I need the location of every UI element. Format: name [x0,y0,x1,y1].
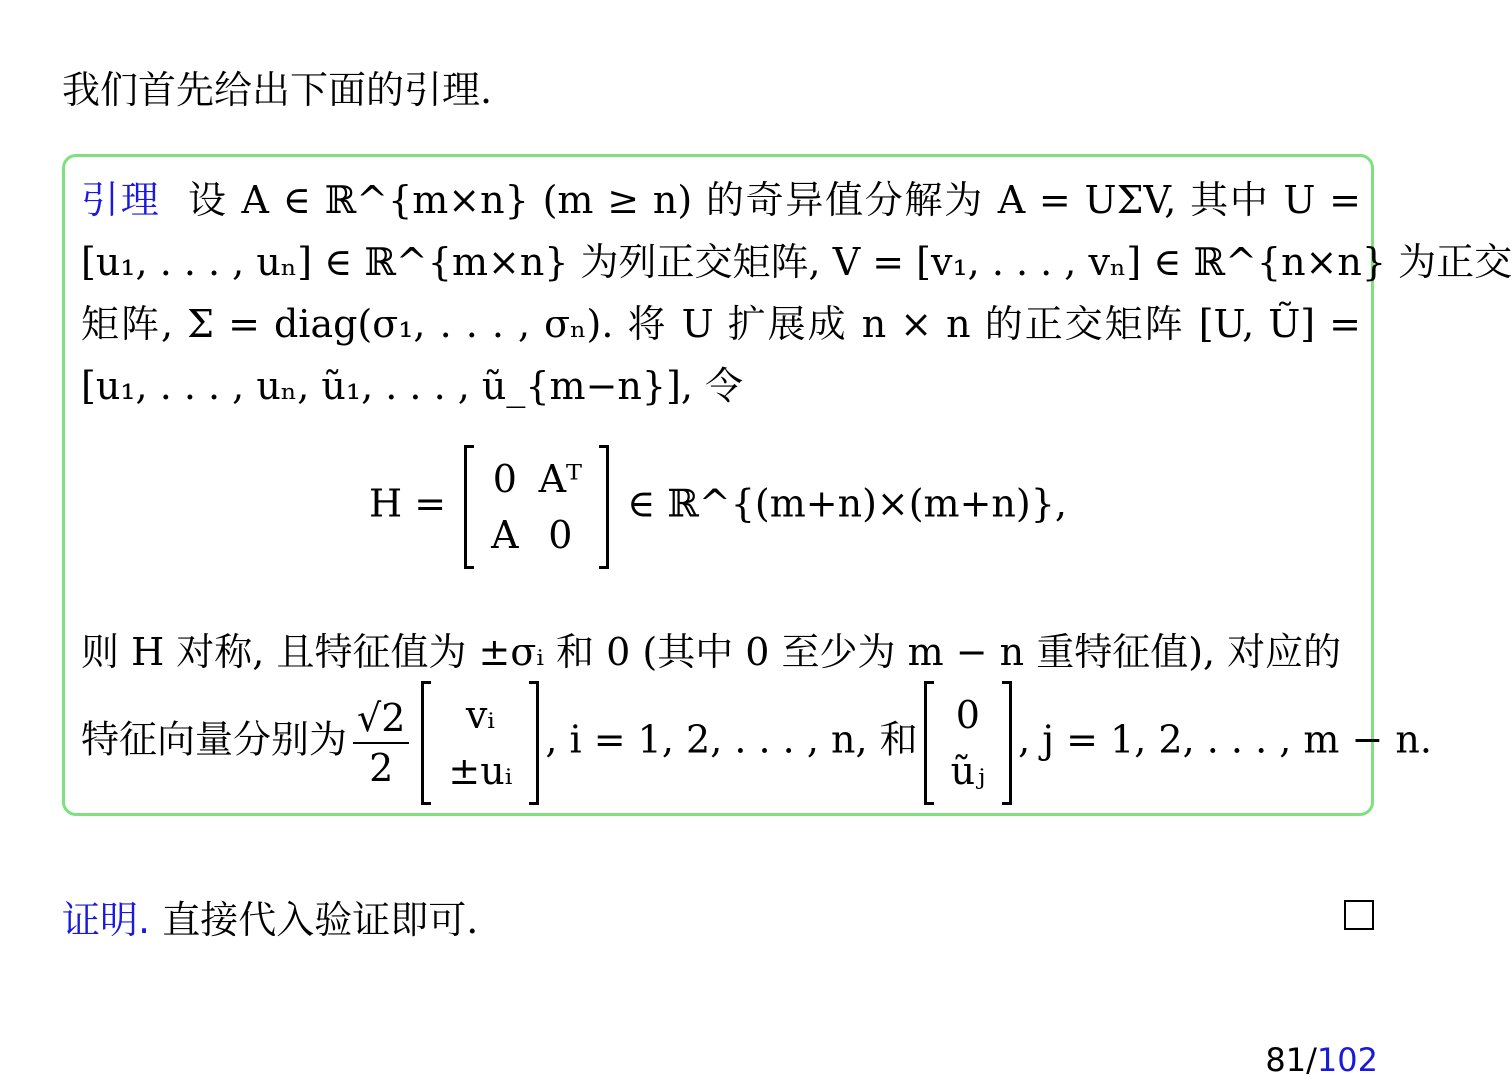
equation-lhs: H = [368,481,447,526]
page-current: 81/ [1265,1041,1317,1079]
conclusion-line-2 [81,683,1432,803]
page-counter [1265,1040,1378,1080]
vector-cell: ũⱼ [950,749,986,793]
matrix-cell: 0 [492,457,517,501]
lemma-line-4: [u₁, . . . , uₙ, ũ₁, . . . , ũ_{m−n}], 令 [81,364,744,408]
matrix-cell: Aᵀ [538,457,582,501]
lemma-line-2: [u₁, . . . , uₙ] ∈ ℝ^{m×n} 为列正交矩阵, V = [v₁, . . . , vₙ] ∈ ℝ^{n×n} 为正交 [81,240,1512,284]
fraction-numerator: √2 [353,694,409,744]
lemma-line-3: 矩阵, Σ = diag(σ₁, . . . , σₙ). 将 U 扩展成 n × n 的正交矩阵 [U, Ũ] = [81,302,1361,346]
vector-cell: vᵢ [465,693,495,737]
vector-cell: ±uᵢ [448,749,513,793]
lemma-line-1-text: 设 A ∈ ℝ^{m×n} (m ≥ n) 的奇异值分解为 A = UΣV, 其中 U = [188,178,1361,222]
eigenvector-2 [924,683,1013,803]
sqrt2-over-2-fraction [353,694,409,792]
page-total-link[interactable]: 102 [1316,1041,1378,1079]
eigenvector-1 [421,683,539,803]
conclusion-end: , j = 1, 2, . . . , m − n. [1018,717,1432,762]
conclusion-mid: , i = 1, 2, . . . , n, 和 [545,717,918,762]
matrix-cell: 0 [548,513,573,557]
lemma-conclusion [81,621,1432,803]
intro-text: 我们首先给出下面的引理. [62,68,493,112]
lemma-statement [81,169,1512,417]
lemma-box [62,154,1512,816]
qed-square-icon [1344,900,1374,930]
matrix-cell: A [491,513,519,557]
conclusion-line-1: 则 H 对称, 且特征值为 ±σᵢ 和 0 (其中 0 至少为 m − n 重特征值), 对应的 [81,630,1342,674]
proof-label: 证明. [62,898,151,942]
lemma-title: 引理 [81,178,161,222]
equation-rhs: ∈ ℝ^{(m+n)×(m+n)}, [627,481,1067,526]
vector-cell: 0 [955,693,980,737]
block-matrix [464,447,609,567]
proof [62,892,478,948]
fraction-denominator: 2 [369,746,394,790]
proof-text: 直接代入验证即可. [162,898,479,942]
lemma-line-1 [81,169,1361,231]
conclusion-prefix: 特征向量分别为 [81,717,348,762]
display-equation [65,447,1371,567]
